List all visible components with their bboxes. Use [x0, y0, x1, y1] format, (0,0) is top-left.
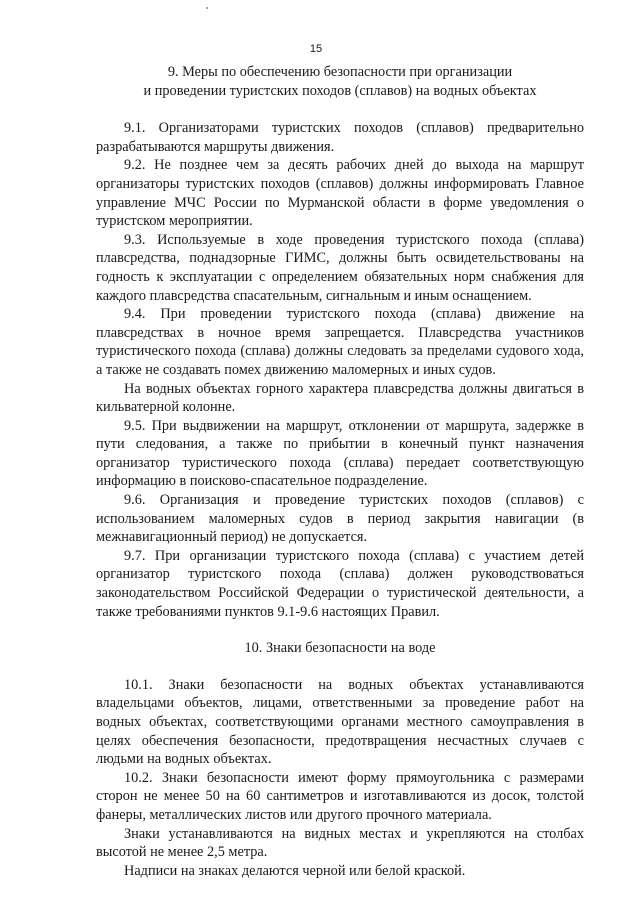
section-9-heading-line-2: и проведении туристских походов (сплавов) на водных объектах	[143, 82, 537, 99]
paragraph-9-5: 9.5. При выдвижении на маршрут, отклонении от маршрута, задержке в пути следования, а также по прибытии в конечный пункт назначения организатор туристического похода (сплава) передает соответствующую информацию в поисково-спасательное подразделение.	[96, 417, 584, 490]
section-10-body	[96, 676, 584, 881]
paragraph-10-2-signs-placement: Знаки устанавливаются на видных местах и укрепляются на столбах высотой не менее 2,5 метра.	[96, 825, 584, 861]
paragraph-10-2-signs-paint: Надписи на знаках делаются черной или белой краской.	[124, 862, 466, 879]
paragraph-10-1: 10.1. Знаки безопасности на водных объектах устанавливаются владельцами объектов, лицами, ответственными за проведение работ на водных объектах, соответствующими органами местного самоуправления в целях обеспечения безопасности, предотвращения несчастных случаев с людьми на водных объектах.	[96, 676, 584, 768]
section-9-body	[96, 119, 584, 621]
paragraph-9-4-continued: На водных объектах горного характера плавсредства должны двигаться в кильватерной колонне.	[96, 380, 584, 416]
page-content	[96, 63, 584, 880]
section-spacer	[96, 621, 584, 639]
paragraph-9-1: 9.1. Организаторами туристских походов (сплавов) предварительно разрабатываются маршруты движения.	[96, 120, 584, 155]
paragraph-9-6: 9.6. Организация и проведение туристских походов (сплавов) с использованием маломерных судов в период закрытия навигации (в межнавигационный период) не допускается.	[96, 492, 584, 546]
paragraph-10-2: 10.2. Знаки безопасности имеют форму прямоугольника с размерами сторон не менее 50 на 60 сантиметров и изготавливаются из досок, толстой фанеры, металлических листов или другого прочного материала.	[96, 769, 584, 823]
paragraph-9-4: 9.4. При проведении туристского похода (сплава) движение на плавсредствах в ночное время запрещается. Плавсредства участников туристического похода (сплава) должны следовать за пределами судового хода, а также не создавать помех движению маломерных и иных судов.	[96, 306, 584, 378]
section-9-heading	[96, 63, 584, 100]
section-9-heading-line-1: 9. Меры по обеспечению безопасности при организации	[167, 64, 513, 80]
paragraph-9-3: 9.3. Используемые в ходе проведения туристского похода (сплава) плавсредства, поднадзорные ГИМС, должны быть освидетельствованы на годность к эксплуатации с определением обязательных норм снабжения для каждого плавсредства спасательным, сигнальным и иным оснащением.	[96, 231, 584, 304]
paragraph-9-7: 9.7. При организации туристского похода (сплава) с участием детей организатор туристского похода (сплава) должен руководствоваться законодательством Российской Федерации о туристической деятельности, а также требованиями пунктов 9.1-9.6 настоящих Правил.	[96, 547, 584, 620]
scan-speck	[206, 7, 208, 9]
paragraph-9-2: 9.2. Не позднее чем за десять рабочих дней до выхода на маршрут организаторы туристских походов (сплавов) должны информировать Главное управление МЧС России по Мурманской области в форме уведомления о туристском мероприятии.	[96, 157, 584, 230]
section-10-heading: 10. Знаки безопасности на воде	[244, 640, 436, 657]
page-number: 15	[309, 43, 323, 55]
